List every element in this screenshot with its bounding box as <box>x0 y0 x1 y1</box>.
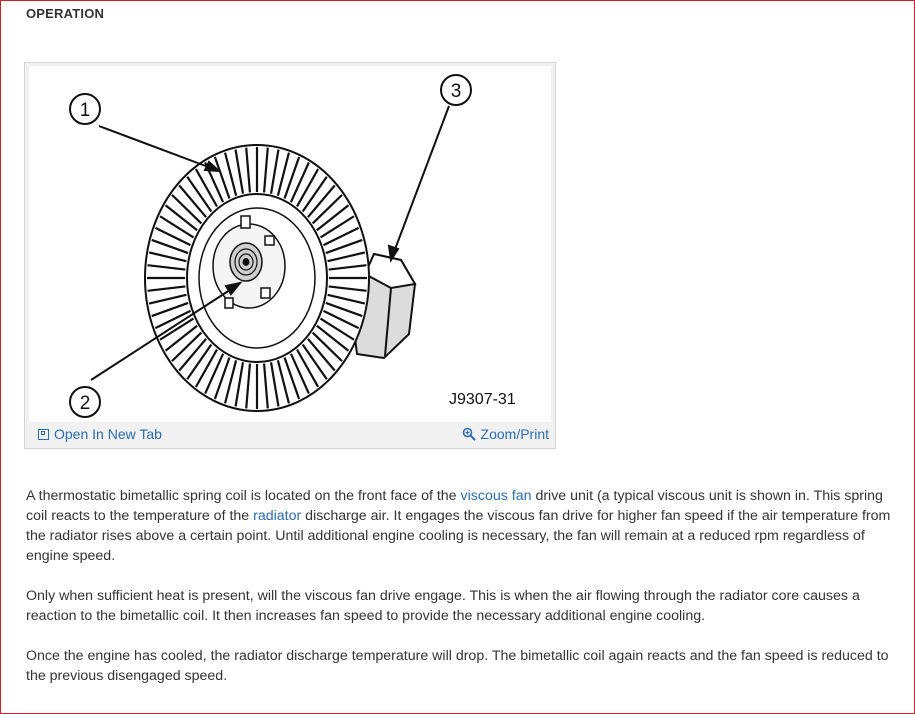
callout-3 <box>441 75 471 105</box>
zoom-print-label: Zoom/Print <box>480 426 549 442</box>
figure-toolbar <box>25 422 555 448</box>
viscous-fan-link[interactable]: viscous fan <box>460 488 532 504</box>
section-heading: OPERATION <box>26 6 105 21</box>
paragraph-1-text-a: A thermostatic bimetallic spring coil is located on the front face of the <box>26 488 461 504</box>
callout-2 <box>70 387 100 417</box>
open-in-new-tab-label: Open In New Tab <box>54 426 162 442</box>
article-body <box>26 486 906 706</box>
paragraph-1-text-c: discharge air. It engages the viscous fan drive for higher fan speed if the air temperature from the radiator rises above a certain point. Until additional engine cooling is necessary, the fan will remain at a reduced rpm regardless of engine speed. <box>26 508 891 564</box>
open-in-new-tab-link[interactable] <box>38 426 162 442</box>
paragraph-1-text-b: drive unit (a typical viscous unit is shown in. This spring coil reacts to the temperature of the <box>26 488 883 524</box>
fan-clutch-drawing <box>29 66 551 422</box>
magnifier-icon <box>462 427 476 441</box>
open-new-tab-icon <box>38 429 49 440</box>
radiator-link[interactable]: radiator <box>253 508 302 524</box>
callout-1 <box>70 94 100 124</box>
zoom-print-link[interactable] <box>462 426 549 442</box>
figure-code: J9307-31 <box>449 391 516 408</box>
paragraph-2: Only when sufficient heat is present, will the viscous fan drive engage. This is when the air flowing through the radiator core causes a reaction to the bimetallic coil. It then increases fan speed to provide the necessary additional engine cooling. <box>26 588 860 624</box>
callout-3-label: 3 <box>450 81 462 102</box>
figure-panel <box>24 62 556 449</box>
callout-1-label: 1 <box>79 100 91 121</box>
callout-2-label: 2 <box>79 393 91 414</box>
fan-clutch-diagram[interactable] <box>29 66 551 422</box>
paragraph-3: Once the engine has cooled, the radiator discharge temperature will drop. The bimetallic coil again reacts and the fan speed is reduced to the previous disengaged speed. <box>26 648 889 684</box>
paragraph-1 <box>26 486 906 566</box>
